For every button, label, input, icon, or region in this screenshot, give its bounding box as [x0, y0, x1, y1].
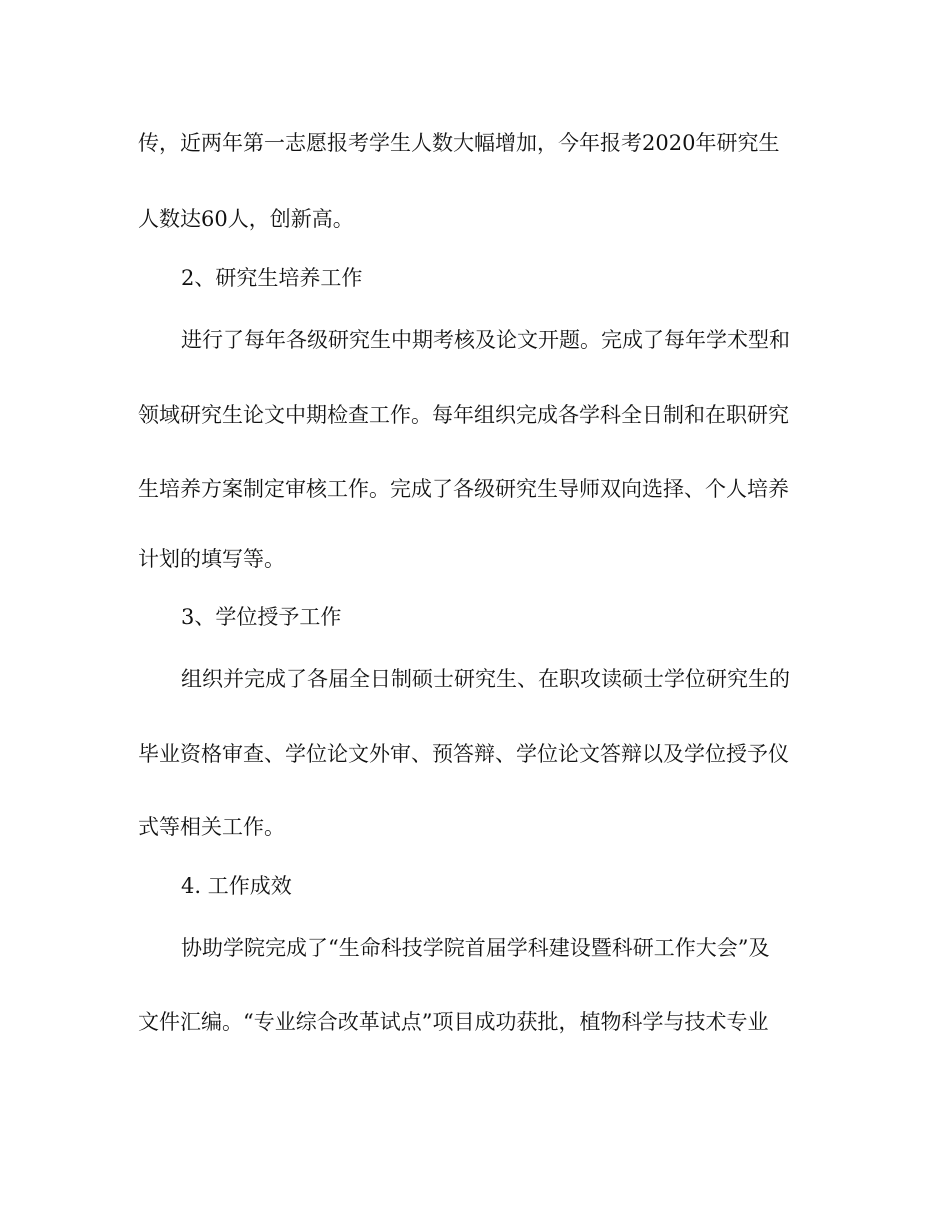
paragraph-line: 传，近两年第一志愿报考学生人数大幅增加，今年报考2020年研究生 — [138, 131, 780, 155]
paragraph-line: 文件汇编。“专业综合改革试点”项目成功获批，植物科学与技术专业 — [138, 1010, 769, 1034]
paragraph-line: 领域研究生论文中期检查工作。每年组织完成各学科全日制和在职研究 — [138, 403, 789, 427]
section-heading: 2、研究生培养工作 — [181, 266, 363, 290]
section-heading: 4. 工作成效 — [181, 874, 292, 898]
paragraph-line: 进行了每年各级研究生中期考核及论文开题。完成了每年学术型和 — [181, 328, 790, 352]
paragraph-line: 毕业资格审查、学位论文外审、预答辩、学位论文答辩以及学位授予仪 — [138, 742, 789, 766]
paragraph-line: 协助学院完成了“生命科技学院首届学科建设暨科研工作大会”及 — [181, 936, 770, 960]
section-heading: 3、学位授予工作 — [181, 605, 342, 629]
paragraph-line: 生培养方案制定审核工作。完成了各级研究生导师双向选择、个人培养 — [138, 477, 789, 501]
paragraph-line: 人数达60人，创新高。 — [138, 207, 354, 231]
paragraph-line: 计划的填写等。 — [138, 547, 285, 571]
paragraph-line: 式等相关工作。 — [138, 815, 285, 839]
paragraph-line: 组织并完成了各届全日制硕士研究生、在职攻读硕士学位研究生的 — [181, 667, 790, 691]
